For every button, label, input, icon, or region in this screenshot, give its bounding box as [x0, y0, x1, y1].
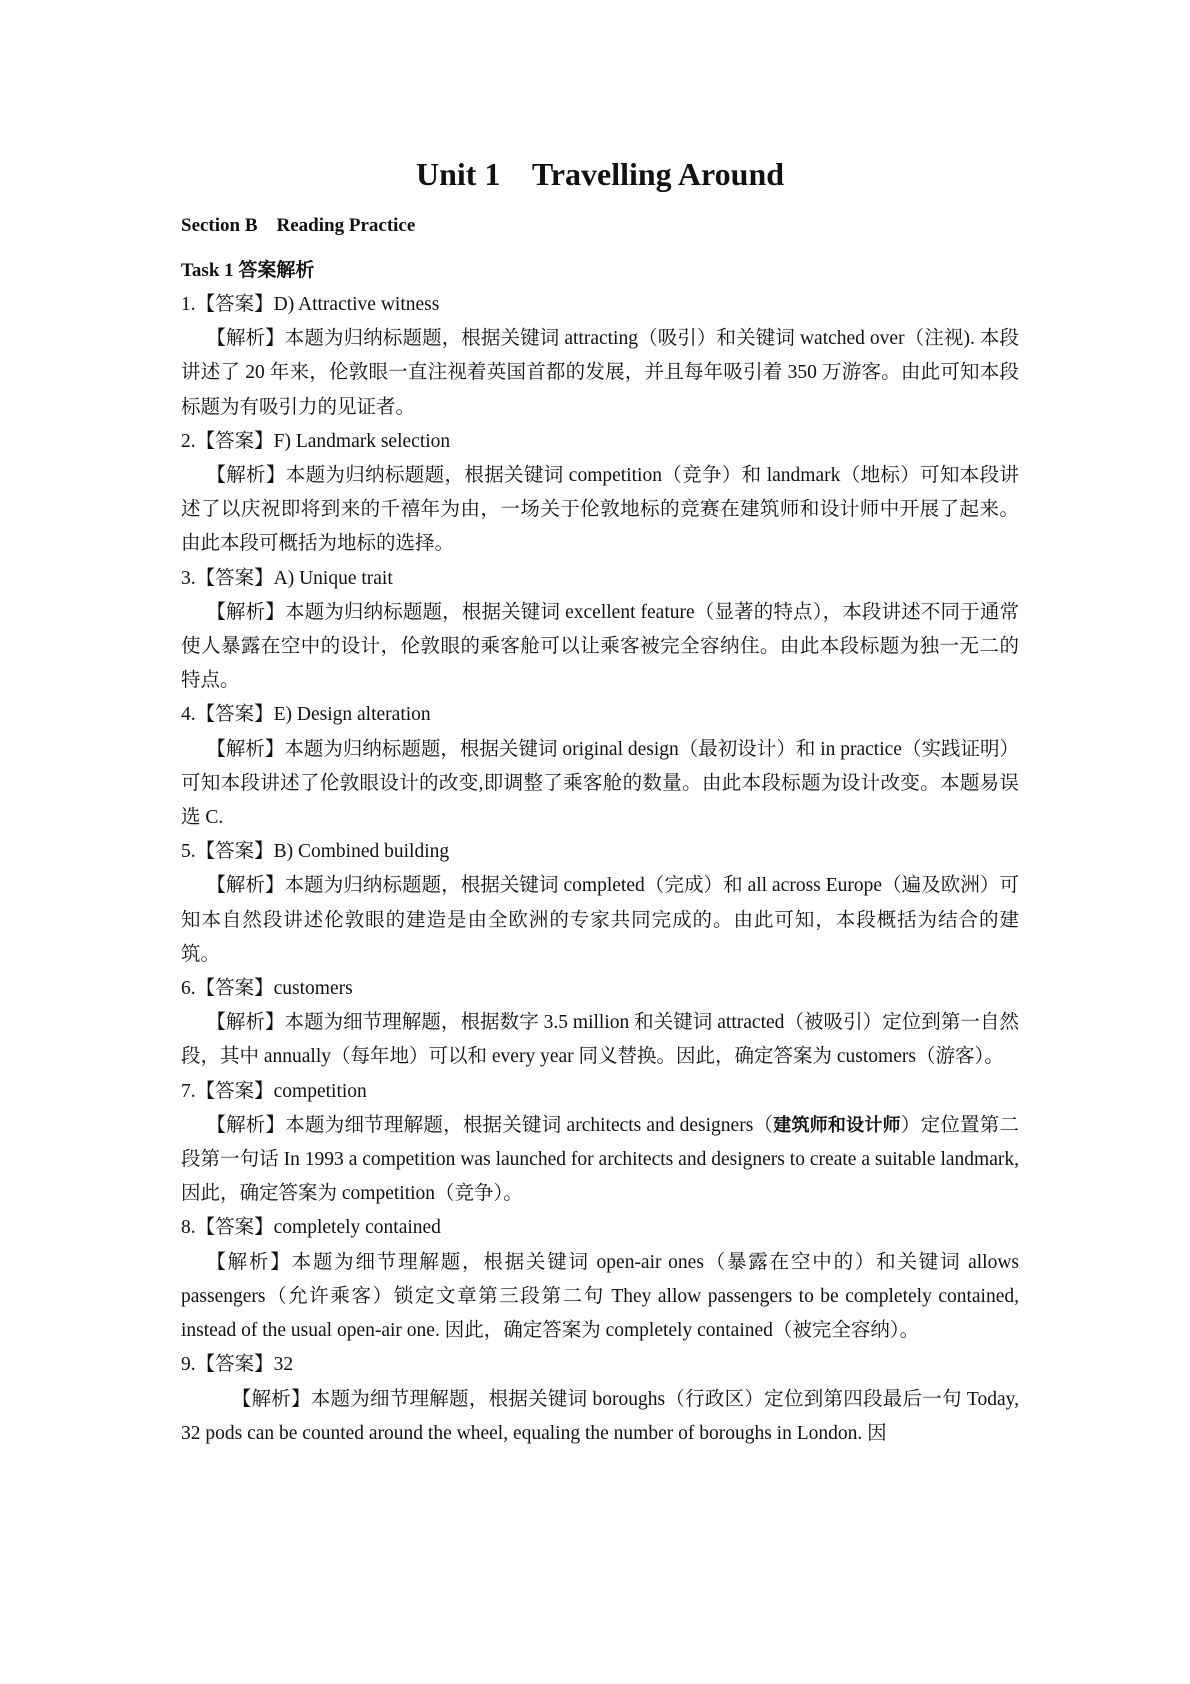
analysis-bold-term: 建筑师和设计师	[773, 1114, 901, 1136]
answer-line: 5.【答案】B) Combined building	[181, 841, 450, 863]
answer-line: 7.【答案】competition	[181, 1080, 367, 1102]
answer-line: 4.【答案】E) Design alteration	[181, 704, 431, 726]
answer-item-9	[181, 1348, 1019, 1451]
analysis-paragraph: 【解析】本题为归纳标题题，根据关键词 original design（最初设计）和 in practice（实践证明）可知本段讲述了伦敦眼设计的改变,即调整了乘客舱的数量。由此本段标题为设计改变。本题易误选 C.	[181, 738, 1019, 829]
answer-line: 8.【答案】completely contained	[181, 1217, 441, 1239]
analysis-paragraph: 【解析】本题为细节理解题，根据关键词 open-air ones（暴露在空中的）和关键词 allows passengers（允许乘客）锁定文章第三段第二句 They allow passengers to be completely contained, instead of the usual open-air one. 因此，确定答案为 completely contained（被完全容纳）。	[181, 1251, 1019, 1342]
task-heading: Task 1 答案解析	[181, 260, 315, 281]
answer-line: 9.【答案】32	[181, 1354, 294, 1376]
page-title: Unit 1 Travelling Around	[415, 156, 785, 192]
answer-line: 6.【答案】customers	[181, 978, 353, 1000]
analysis-text-post: ）定位置第二段第一句话 In 1993 a competition was launched for architects and designers to create a suitable landmark, 因此，确定答案为 competition（竞争）。	[181, 1114, 1020, 1205]
analysis-paragraph	[181, 1109, 1019, 1212]
analysis-paragraph: 【解析】本题为细节理解题，根据数字 3.5 million 和关键词 attracted（被吸引）定位到第一自然段，其中 annually（每年地）可以和 every year 同义替换。因此，确定答案为 customers（游客）。	[181, 1012, 1019, 1068]
document-page	[181, 150, 1019, 1451]
section-heading: Section B Reading Practice	[181, 215, 416, 236]
answer-line: 1.【答案】D) Attractive witness	[181, 294, 440, 315]
answer-item-3	[181, 562, 1019, 699]
answer-item-1	[181, 288, 1019, 425]
answer-item-4	[181, 698, 1019, 835]
analysis-paragraph: 【解析】本题为归纳标题题，根据关键词 excellent feature（显著的特点），本段讲述不同于通常使人暴露在空中的设计，伦敦眼的乘客舱可以让乘客被完全容纳住。由此本段标题为独一无二的特点。	[181, 601, 1019, 692]
analysis-paragraph: 【解析】本题为归纳标题题，根据关键词 competition（竞争）和 landmark（地标）可知本段讲述了以庆祝即将到来的千禧年为由，一场关于伦敦地标的竞赛在建筑师和设计师中开展了起来。由此本段可概括为地标的选择。	[181, 465, 1019, 555]
analysis-text-pre: 【解析】本题为细节理解题，根据关键词 architects and designers（	[206, 1114, 774, 1136]
analysis-paragraph: 【解析】本题为归纳标题题，根据关键词 attracting（吸引）和关键词 watched over（注视). 本段讲述了 20 年来，伦敦眼一直注视着英国首都的发展，并且每年吸引着 350 万游客。由此可知本段标题为有吸引力的见证者。	[181, 328, 1019, 418]
analysis-paragraph: 【解析】本题为归纳标题题，根据关键词 completed（完成）和 all across Europe（遍及欧洲）可知本自然段讲述伦敦眼的建造是由全欧洲的专家共同完成的。由此可知，本段概括为结合的建筑。	[181, 875, 1019, 965]
answer-item-5	[181, 835, 1019, 972]
answer-item-7	[181, 1075, 1019, 1212]
answer-line: 3.【答案】A) Unique trait	[181, 567, 393, 589]
answer-item-2	[181, 425, 1019, 562]
answer-item-8	[181, 1211, 1019, 1348]
answer-item-6	[181, 972, 1019, 1075]
analysis-paragraph: 【解析】本题为细节理解题，根据关键词 boroughs（行政区）定位到第四段最后一句 Today, 32 pods can be counted around the wheel, equaling the number of boroughs in London. 因	[181, 1388, 1019, 1444]
answer-line: 2.【答案】F) Landmark selection	[181, 430, 451, 452]
